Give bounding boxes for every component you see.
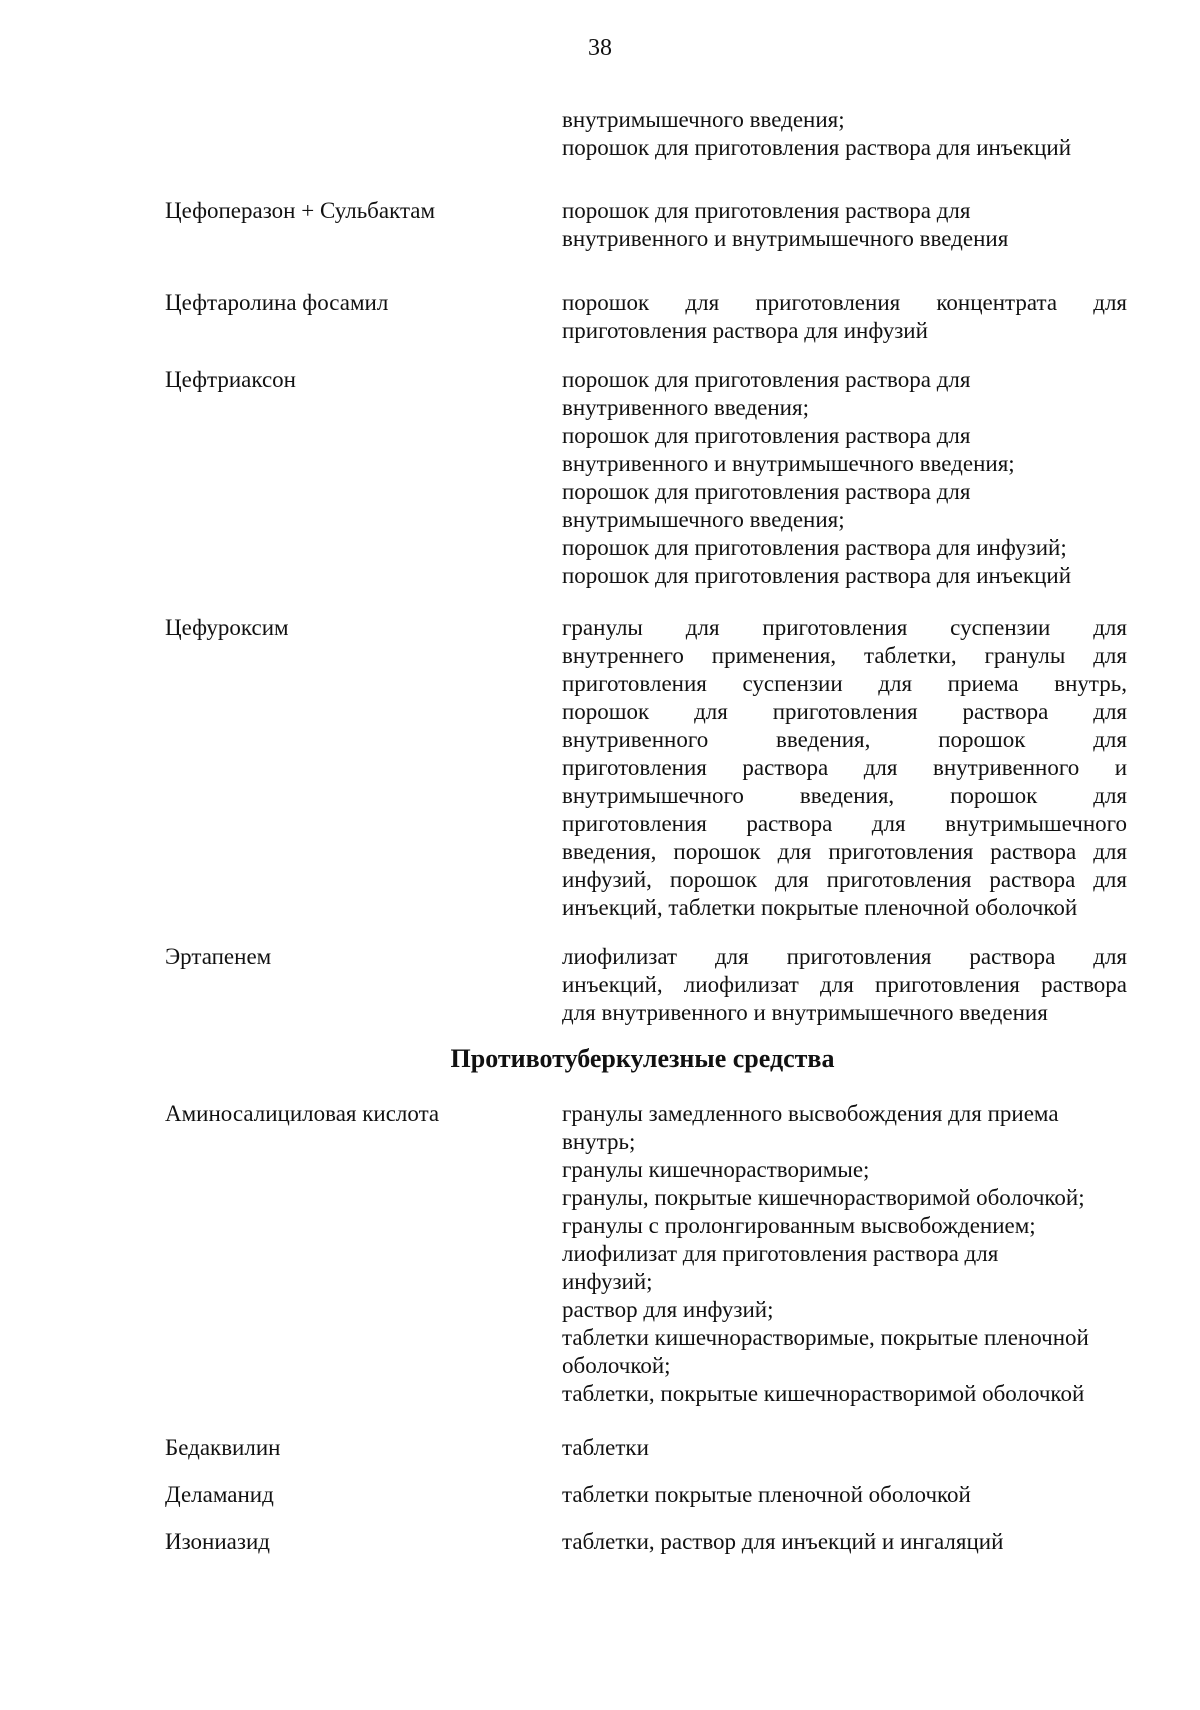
dosage-form-line: приготовления раствора для инфузий: [562, 318, 928, 343]
drug-name: Цефоперазон + Сульбактам: [165, 198, 436, 223]
dosage-form-line: порошок для приготовления раствора для: [562, 699, 1127, 724]
dosage-form-line: таблетки: [562, 1435, 649, 1460]
dosage-forms: [562, 1481, 1127, 1509]
dosage-forms: [562, 197, 1127, 253]
dosage-form-line: порошок для приготовления раствора для: [562, 423, 971, 448]
dosage-form-line: введения, порошок для приготовления раствора для: [562, 839, 1127, 864]
dosage-form-line: таблетки кишечнорастворимые, покрытые пленочной: [562, 1325, 1089, 1350]
drug-name: Бедаквилин: [165, 1435, 281, 1460]
dosage-form-line: лиофилизат для приготовления раствора для: [562, 1241, 999, 1266]
dosage-forms: [562, 1100, 1127, 1408]
dosage-form-line: приготовления суспензии для приема внутрь,: [562, 671, 1127, 696]
drug-name: Аминосалициловая кислота: [165, 1101, 440, 1126]
drug-name: Цефтриаксон: [165, 367, 296, 392]
dosage-forms: [562, 289, 1127, 345]
page-number: 38: [588, 35, 612, 61]
dosage-form-line: гранулы с пролонгированным высвобождением;: [562, 1213, 1036, 1238]
dosage-form-line: инфузий, порошок для приготовления раствора для: [562, 867, 1127, 892]
dosage-form-line: раствор для инфузий;: [562, 1297, 774, 1322]
dosage-form-line: порошок для приготовления раствора для инфузий;: [562, 535, 1067, 560]
dosage-form-line: порошок для приготовления раствора для инъекций: [562, 135, 1072, 160]
dosage-form-line: внутривенного и внутримышечного введения: [562, 226, 1009, 251]
dosage-form-line: порошок для приготовления раствора для: [562, 198, 971, 223]
dosage-form-line: инъекций, лиофилизат для приготовления раствора: [562, 972, 1127, 997]
dosage-form-line: приготовления раствора для внутримышечного: [562, 811, 1127, 836]
dosage-form-line: гранулы кишечнорастворимые;: [562, 1157, 870, 1182]
dosage-forms: [562, 614, 1127, 922]
drug-name: Деламанид: [165, 1482, 274, 1507]
dosage-form-line: внутривенного введения;: [562, 395, 809, 420]
dosage-form-line: гранулы для приготовления суспензии для: [562, 615, 1127, 640]
drug-name: Изониазид: [165, 1529, 270, 1554]
dosage-form-line: внутримышечного введения;: [562, 107, 845, 132]
dosage-forms: [562, 1528, 1127, 1556]
dosage-form-line: гранулы, покрытые кишечнорастворимой оболочкой;: [562, 1185, 1085, 1210]
dosage-form-line: порошок для приготовления концентрата для: [562, 290, 1127, 315]
dosage-form-line: внутрь;: [562, 1129, 636, 1154]
dosage-form-line: оболочкой;: [562, 1353, 671, 1378]
section-heading: Противотуберкулезные средства: [450, 1044, 835, 1073]
dosage-form-line: таблетки, покрытые кишечнорастворимой оболочкой: [562, 1381, 1085, 1406]
dosage-form-line: внутривенного введения, порошок для: [562, 727, 1127, 752]
dosage-form-line: порошок для приготовления раствора для: [562, 367, 971, 392]
dosage-form-line: внутреннего применения, таблетки, гранулы для: [562, 643, 1127, 668]
dosage-form-line: таблетки покрытые пленочной оболочкой: [562, 1482, 971, 1507]
dosage-form-line: инфузий;: [562, 1269, 653, 1294]
dosage-form-line: лиофилизат для приготовления раствора для: [562, 944, 1127, 969]
dosage-form-line: инъекций, таблетки покрытые пленочной оболочкой: [562, 895, 1078, 920]
dosage-form-line: приготовления раствора для внутривенного и: [562, 755, 1127, 780]
drug-name: Цефтаролина фосамил: [165, 290, 389, 315]
dosage-form-line: внутримышечного введения, порошок для: [562, 783, 1127, 808]
drug-name: Эртапенем: [165, 944, 272, 969]
dosage-form-line: внутривенного и внутримышечного введения;: [562, 451, 1015, 476]
dosage-forms: [562, 1434, 1127, 1462]
drug-name: Цефуроксим: [165, 615, 289, 640]
dosage-forms: [562, 106, 1127, 162]
dosage-form-line: для внутривенного и внутримышечного введения: [562, 1000, 1048, 1025]
dosage-forms: [562, 366, 1127, 590]
dosage-form-line: внутримышечного введения;: [562, 507, 845, 532]
dosage-form-line: таблетки, раствор для инъекций и ингаляций: [562, 1529, 1004, 1554]
dosage-forms: [562, 943, 1127, 1027]
dosage-form-line: порошок для приготовления раствора для инъекций: [562, 563, 1072, 588]
dosage-form-line: гранулы замедленного высвобождения для приема: [562, 1101, 1059, 1126]
dosage-form-line: порошок для приготовления раствора для: [562, 479, 971, 504]
